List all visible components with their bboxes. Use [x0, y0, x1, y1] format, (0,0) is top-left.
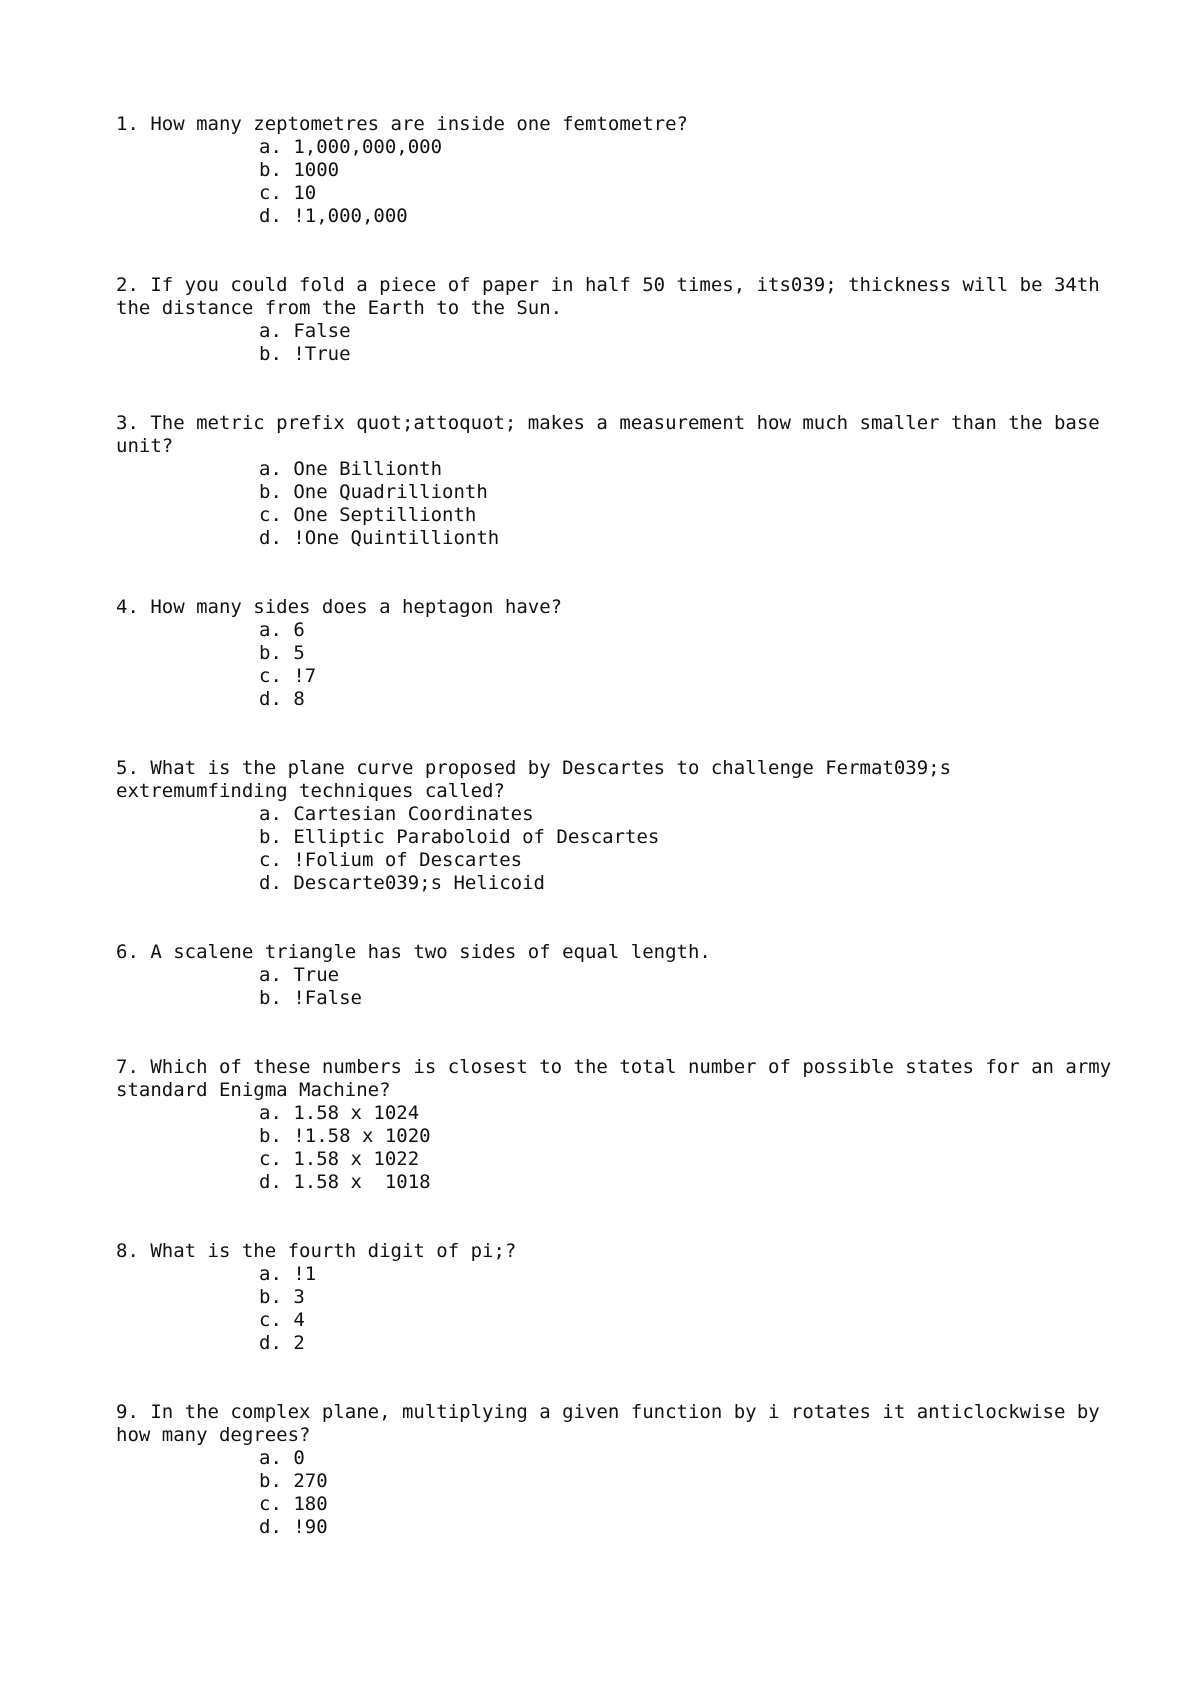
option-c: c. 4: [259, 1309, 305, 1331]
option-b: b. 3: [259, 1286, 305, 1308]
option-a: a. False: [259, 320, 351, 342]
question-6: [116, 941, 1116, 1010]
question-text: 4. How many sides does a heptagon have?: [116, 596, 563, 618]
option-d: d. 2: [259, 1332, 305, 1354]
question-9: [116, 1401, 1116, 1539]
question-4: [116, 596, 1116, 711]
option-list: [259, 136, 1116, 228]
option-b: b. !True: [259, 343, 351, 365]
question-5: [116, 757, 1116, 895]
option-list: [259, 803, 1116, 895]
option-a: a. 6: [259, 619, 305, 641]
question-text: 3. The metric prefix quot;attoquot; makes a measurement how much smaller than the base unit?: [116, 412, 1112, 457]
option-b: b. One Quadrillionth: [259, 481, 488, 503]
option-c: c. One Septillionth: [259, 504, 477, 526]
option-c: c. 10: [259, 182, 317, 204]
option-b: b. !False: [259, 987, 362, 1009]
option-d: d. 8: [259, 688, 305, 710]
option-a: a. !1: [259, 1263, 317, 1285]
option-a: a. 0: [259, 1447, 305, 1469]
option-list: [259, 320, 1116, 366]
question-text: 9. In the complex plane, multiplying a given function by i rotates it anticlockwise by how many degrees?: [116, 1401, 1112, 1446]
question-2: [116, 274, 1116, 366]
option-c: c. !7: [259, 665, 317, 687]
quiz-document: [116, 113, 1123, 1585]
option-list: [259, 964, 1116, 1010]
question-text: 5. What is the plane curve proposed by Descartes to challenge Fermat039;s extremumfinding techniques called?: [116, 757, 963, 802]
option-a: a. 1,000,000,000: [259, 136, 443, 158]
question-1: [116, 113, 1116, 228]
option-list: [259, 619, 1116, 711]
option-d: d. !90: [259, 1516, 328, 1538]
option-c: c. !Folium of Descartes: [259, 849, 523, 871]
option-a: a. One Billionth: [259, 458, 443, 480]
option-b: b. 1000: [259, 159, 340, 181]
question-text: 8. What is the fourth digit of pi;?: [116, 1240, 517, 1262]
option-d: d. Descarte039;s Helicoid: [259, 872, 545, 894]
option-b: b. 5: [259, 642, 305, 664]
option-list: [259, 1447, 1116, 1539]
option-a: a. Cartesian Coordinates: [259, 803, 534, 825]
question-8: [116, 1240, 1116, 1355]
question-text: 2. If you could fold a piece of paper in half 50 times, its039; thickness will be 34th the distance from the Earth to the Sun.: [116, 274, 1112, 319]
option-c: c. 1.58 x 1022: [259, 1148, 420, 1170]
question-3: [116, 412, 1116, 550]
option-b: b. Elliptic Paraboloid of Descartes: [259, 826, 660, 848]
question-text: 1. How many zeptometres are inside one femtometre?: [116, 113, 688, 135]
option-a: a. True: [259, 964, 340, 986]
question-text: 6. A scalene triangle has two sides of equal length.: [116, 941, 711, 963]
option-d: d. 1.58 x 1018: [259, 1171, 431, 1193]
option-d: d. !1,000,000: [259, 205, 408, 227]
option-d: d. !One Quintillionth: [259, 527, 500, 549]
question-7: [116, 1056, 1123, 1194]
option-list: [259, 458, 1116, 550]
question-text: 7. Which of these numbers is closest to the total number of possible states for an army standard Enigma Machine?: [116, 1056, 1123, 1101]
option-list: [259, 1102, 1116, 1194]
option-c: c. 180: [259, 1493, 328, 1515]
option-b: b. 270: [259, 1470, 328, 1492]
option-a: a. 1.58 x 1024: [259, 1102, 420, 1124]
option-b: b. !1.58 x 1020: [259, 1125, 431, 1147]
option-list: [259, 1263, 1116, 1355]
